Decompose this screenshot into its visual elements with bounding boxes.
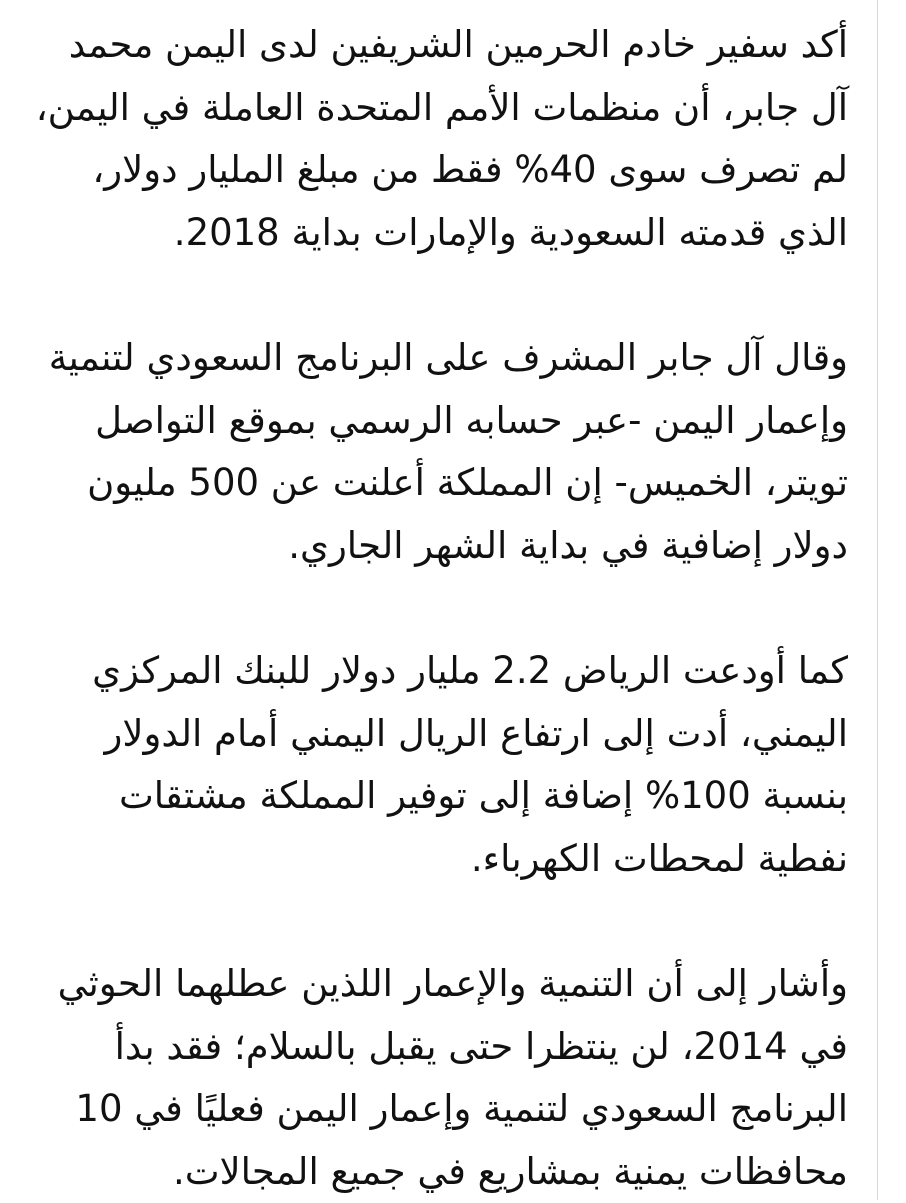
paragraph-line: آل جابر، أن منظمات الأمم المتحدة العاملة في اليمن، [68,77,848,140]
paragraph-1 [68,14,848,264]
paragraph-line: لم تصرف سوى 40% فقط من مبلغ المليار دولار، [68,139,848,202]
paragraph-line: تويتر، الخميس- إن المملكة أعلنت عن 500 مليون [68,452,848,515]
right-edge-divider [877,0,878,1200]
paragraph-line: الذي قدمته السعودية والإمارات بداية 2018. [68,202,848,265]
paragraph-line: البرنامج السعودي لتنمية وإعمار اليمن فعليًا في 10 [68,1078,848,1141]
paragraph-line: دولار إضافية في بداية الشهر الجاري. [68,515,848,578]
paragraph-line: أكد سفير خادم الحرمين الشريفين لدى اليمن محمد [68,14,848,77]
paragraph-line: اليمني، أدت إلى ارتفاع الريال اليمني أمام الدولار [68,703,848,766]
paragraph-3 [68,640,848,890]
paragraph-line: بنسبة 100% إضافة إلى توفير المملكة مشتقات [68,765,848,828]
paragraph-line: كما أودعت الرياض 2.2 مليار دولار للبنك المركزي [68,640,848,703]
paragraph-2 [68,327,848,577]
paragraph-line: وأشار إلى أن التنمية والإعمار اللذين عطلهما الحوثي [68,953,848,1016]
paragraph-line: وإعمار اليمن -عبر حسابه الرسمي بموقع التواصل [68,390,848,453]
article-body [68,14,848,1203]
paragraph-line: في 2014، لن ينتظرا حتى يقبل بالسلام؛ فقد بدأ [68,1016,848,1079]
paragraph-line: وقال آل جابر المشرف على البرنامج السعودي لتنمية [68,327,848,390]
paragraph-line: محافظات يمنية بمشاريع في جميع المجالات. [68,1141,848,1203]
paragraph-4 [68,953,848,1203]
paragraph-line: نفطية لمحطات الكهرباء. [68,828,848,891]
